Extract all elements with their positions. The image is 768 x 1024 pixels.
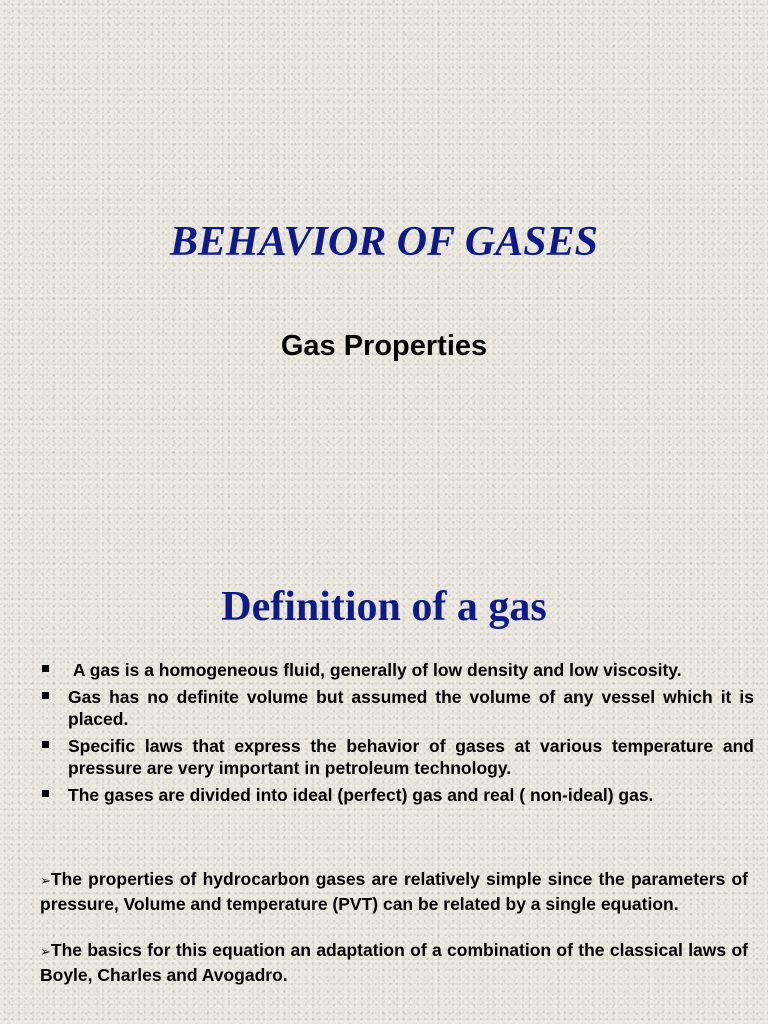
bullet-text: Specific laws that express the behavior of gases at various temperature and pressure are very important in petroleum technology. [68, 736, 754, 778]
subtitle: Gas Properties [280, 330, 488, 362]
square-bullet-icon [42, 665, 49, 672]
bullet-text: The gases are divided into ideal (perfect) gas and real ( non-ideal) gas. [68, 785, 654, 805]
bullet-text: Gas has no definite volume but assumed the volume of any vessel which it is placed. [68, 687, 754, 729]
square-bullet-icon [42, 692, 49, 699]
paragraph-block [40, 868, 763, 1010]
bullet-item [40, 784, 754, 806]
square-bullet-icon [42, 790, 49, 797]
bullet-item [40, 686, 754, 730]
paragraph-text: The properties of hydrocarbon gases are relatively simple since the parameters of pressure, Volume and temperature (PVT) can be related by a single equation. [40, 869, 763, 914]
section-title: Definition of a gas [221, 584, 547, 630]
paragraph [40, 868, 763, 916]
paragraph [40, 939, 748, 987]
bullet-item [40, 659, 754, 681]
square-bullet-icon [42, 741, 49, 748]
paragraph-text: The basics for this equation an adaptation of a combination of the classical laws of Boyle, Charles and Avogadro. [40, 940, 748, 985]
bullet-item [40, 735, 754, 779]
bullet-list [40, 659, 754, 811]
bullet-text: A gas is a homogeneous fluid, generally of low density and low viscosity. [68, 660, 682, 680]
arrow-bullet-icon: ➢ [40, 874, 51, 889]
main-title: BEHAVIOR OF GASES [170, 219, 598, 265]
arrow-bullet-icon: ➢ [40, 945, 51, 960]
slide-definition [0, 512, 768, 1024]
